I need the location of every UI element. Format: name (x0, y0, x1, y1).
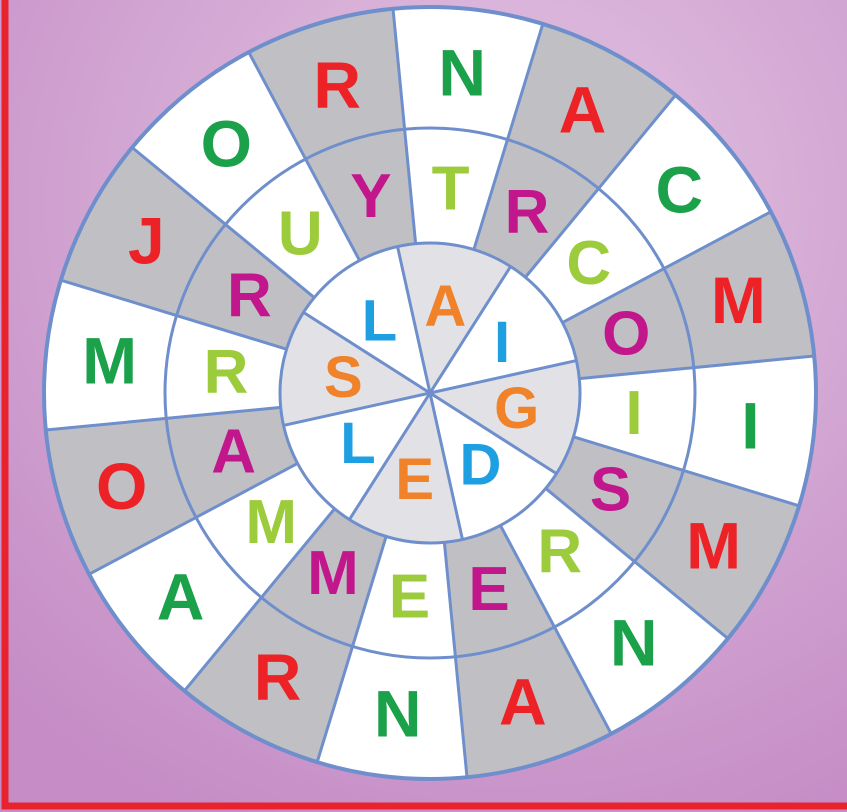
outer-ring-letter[interactable]: M (686, 508, 742, 583)
outer-ring-letter[interactable]: I (741, 388, 760, 463)
outer-ring-letter[interactable]: R (313, 47, 362, 122)
middle-ring-letter[interactable]: U (277, 199, 323, 269)
outer-ring-letter[interactable]: M (82, 323, 138, 398)
middle-ring-letter[interactable]: Y (350, 162, 392, 232)
middle-ring-letter[interactable]: O (602, 299, 651, 369)
middle-ring-letter[interactable]: E (388, 562, 431, 632)
inner-ring-letter[interactable]: I (494, 310, 511, 376)
middle-ring-letter[interactable]: R (227, 261, 272, 331)
outer-ring-letter[interactable]: J (127, 203, 165, 278)
inner-ring-letter[interactable]: D (459, 432, 502, 498)
inner-ring-letter[interactable]: G (494, 375, 540, 441)
middle-ring-letter[interactable]: R (537, 517, 583, 587)
middle-ring-letter[interactable]: M (245, 488, 298, 558)
outer-ring-letter[interactable]: A (498, 664, 547, 739)
middle-ring-letter[interactable]: E (468, 554, 510, 624)
inner-ring-letter[interactable]: L (340, 410, 376, 476)
outer-ring-letter[interactable]: O (95, 448, 148, 523)
outer-ring-letter[interactable]: C (655, 152, 704, 227)
middle-ring-letter[interactable]: A (211, 417, 257, 487)
inner-ring-letter[interactable]: E (395, 447, 435, 513)
outer-ring-letter[interactable]: A (558, 72, 607, 147)
middle-ring-letter[interactable]: I (625, 379, 643, 449)
outer-ring-letter[interactable]: O (200, 106, 252, 181)
middle-ring-letter[interactable]: T (431, 154, 470, 224)
outer-ring-letter[interactable]: R (253, 639, 302, 714)
outer-ring-letter[interactable]: A (156, 559, 205, 634)
outer-ring-letter[interactable]: N (609, 605, 658, 680)
inner-ring-letter[interactable]: A (424, 273, 467, 339)
middle-ring-letter[interactable]: R (504, 177, 550, 247)
middle-ring-letter[interactable]: M (307, 539, 359, 609)
middle-ring-letter[interactable]: S (589, 455, 632, 525)
outer-ring-letter[interactable]: N (438, 35, 487, 110)
middle-ring-letter[interactable]: C (566, 228, 612, 298)
inner-ring-letter[interactable]: S (323, 345, 363, 411)
inner-ring-letter[interactable]: L (361, 288, 398, 354)
outer-ring-letter[interactable]: N (373, 676, 422, 751)
outer-ring-letter[interactable]: M (710, 263, 766, 338)
middle-ring-letter[interactable]: R (203, 337, 249, 407)
